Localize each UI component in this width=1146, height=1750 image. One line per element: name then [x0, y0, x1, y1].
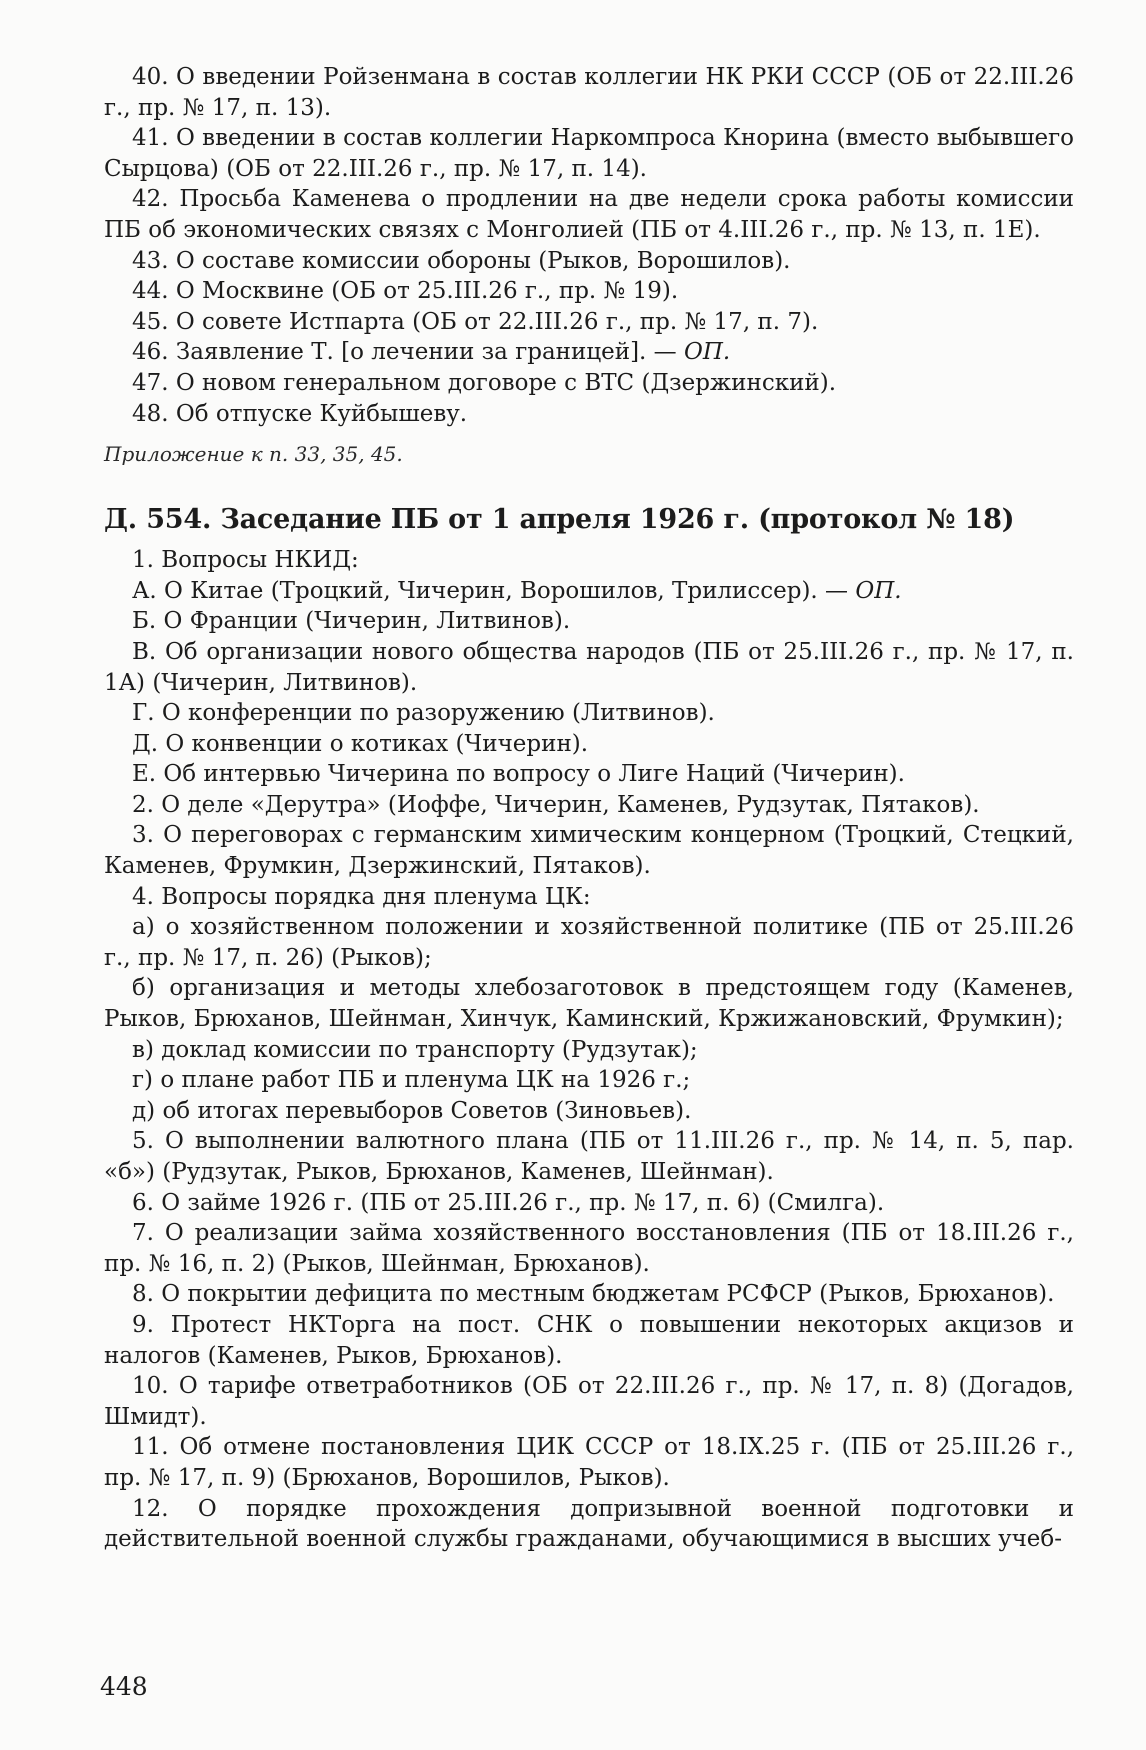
agenda-subitem-a: А. О Китае (Троцкий, Чичерин, Ворошилов, Трилиссер). — ОП. — [132, 577, 902, 604]
meeting-agenda-list — [104, 545, 1074, 1555]
agenda-subitem-4d: д) об итогах перевыборов Советов (Зиновьев). — [132, 1097, 692, 1124]
agenda-item-8: 8. О покрытии дефицита по местным бюджетам РСФСР (Рыков, Брюханов). — [132, 1281, 1055, 1308]
page-content — [104, 62, 1074, 1555]
agenda-item-4: 4. Вопросы порядка дня пленума ЦК: — [132, 883, 591, 910]
agenda-subitem-v: В. Об организации нового общества народов (ПБ от 25.III.26 г., пр. № 17, п. 1А) (Чичерин, Литвинов). — [104, 638, 1074, 696]
agenda-list-continued — [104, 62, 1074, 429]
page-number: 448 — [100, 1672, 148, 1701]
agenda-item-5: 5. О выполнении валютного плана (ПБ от 11.III.26 г., пр. № 14, п. 5, пар. «б») (Рудзутак, Рыков, Брюханов, Каменев, Шейнман). — [104, 1128, 1074, 1185]
agenda-subitem-g: Г. О конференции по разоружению (Литвинов). — [132, 700, 715, 727]
agenda-item-44: 44. О Москвине (ОБ от 25.III.26 г., пр. № 19). — [132, 278, 679, 305]
agenda-item-9: 9. Протест НКТорга на пост. СНК о повышении некоторых акцизов и налогов (Каменев, Рыков, Брюханов). — [104, 1311, 1074, 1369]
agenda-subitem-d: Д. О конвенции о котиках (Чичерин). — [132, 730, 589, 757]
agenda-item-3: 3. О переговорах с германским химическим концерном (Троцкий, Стецкий, Каменев, Фрумкин, Дзержинский, Пятаков). — [104, 822, 1074, 880]
agenda-item-46: 46. Заявление Т. [о лечении за границей]. — ОП. — [132, 339, 731, 366]
op-mark: ОП. — [855, 577, 902, 604]
appendix-note: Приложение к п. 33, 35, 45. — [104, 442, 403, 467]
agenda-item-40: 40. О введении Ройзенмана в состав коллегии НК РКИ СССР (ОБ от 22.III.26 г., пр. № 17, п. 13). — [104, 64, 1074, 121]
agenda-subitem-4b: б) организация и методы хлебозаготовок в предстоящем году (Каменев, Рыков, Брюханов, Шейнман, Хинчук, Каминский, Кржижановский, Фрумкин); — [104, 975, 1074, 1033]
agenda-item-6: 6. О займе 1926 г. (ПБ от 25.III.26 г., пр. № 17, п. 6) (Смилга). — [132, 1189, 885, 1216]
agenda-item-2: 2. О деле «Дерутра» (Иоффе, Чичерин, Каменев, Рудзутак, Пятаков). — [132, 791, 980, 818]
agenda-item-42: 42. Просьба Каменева о продлении на две недели срока работы комиссии ПБ об экономических связях с Монголией (ПБ от 4.III.26 г., пр. № 13, п. 1Е). — [104, 186, 1074, 243]
section-heading: Д. 554. Заседание ПБ от 1 апреля 1926 г. (протокол № 18) — [104, 504, 1015, 536]
agenda-item-41: 41. О введении в состав коллегии Наркомпроса Кнорина (вместо выбывшего Сырцова) (ОБ от 22.III.26 г., пр. № 17, п. 14). — [104, 125, 1074, 182]
agenda-subitem-4g: г) о плане работ ПБ и пленума ЦК на 1926 г.; — [132, 1067, 691, 1094]
agenda-item-12: 12. О порядке прохождения допризывной военной подготовки и действительной военной службы гражданами, обучающимися в высших учеб- — [104, 1495, 1074, 1553]
agenda-subitem-e: Е. Об интервью Чичерина по вопросу о Лиге Наций (Чичерин). — [132, 761, 905, 788]
agenda-item-45: 45. О совете Истпарта (ОБ от 22.III.26 г., пр. № 17, п. 7). — [132, 308, 819, 335]
agenda-item-7: 7. О реализации займа хозяйственного восстановления (ПБ от 18.III.26 г., пр. № 16, п. 2) (Рыков, Шейнман, Брюханов). — [104, 1220, 1074, 1277]
agenda-item-48: 48. Об отпуске Куйбышеву. — [132, 400, 468, 427]
agenda-subitem-4a: а) о хозяйственном положении и хозяйственной политике (ПБ от 25.III.26 г., пр. № 17, п. 26) (Рыков); — [104, 914, 1074, 971]
agenda-item-10: 10. О тарифе ответработников (ОБ от 22.III.26 г., пр. № 17, п. 8) (Догадов, Шмидт). — [104, 1373, 1074, 1430]
agenda-item-1: 1. Вопросы НКИД: — [132, 547, 359, 574]
agenda-subitem-b: Б. О Франции (Чичерин, Литвинов). — [132, 608, 571, 635]
agenda-item-11: 11. Об отмене постановления ЦИК СССР от 18.IX.25 г. (ПБ от 25.III.26 г., пр. № 17, п. 9) (Брюханов, Ворошилов, Рыков). — [104, 1434, 1074, 1491]
agenda-item-47: 47. О новом генеральном договоре с ВТС (Дзержинский). — [132, 369, 837, 396]
agenda-item-43: 43. О составе комиссии обороны (Рыков, Ворошилов). — [132, 247, 791, 274]
op-mark: ОП. — [683, 339, 731, 366]
agenda-subitem-4v: в) доклад комиссии по транспорту (Рудзутак); — [132, 1036, 698, 1063]
